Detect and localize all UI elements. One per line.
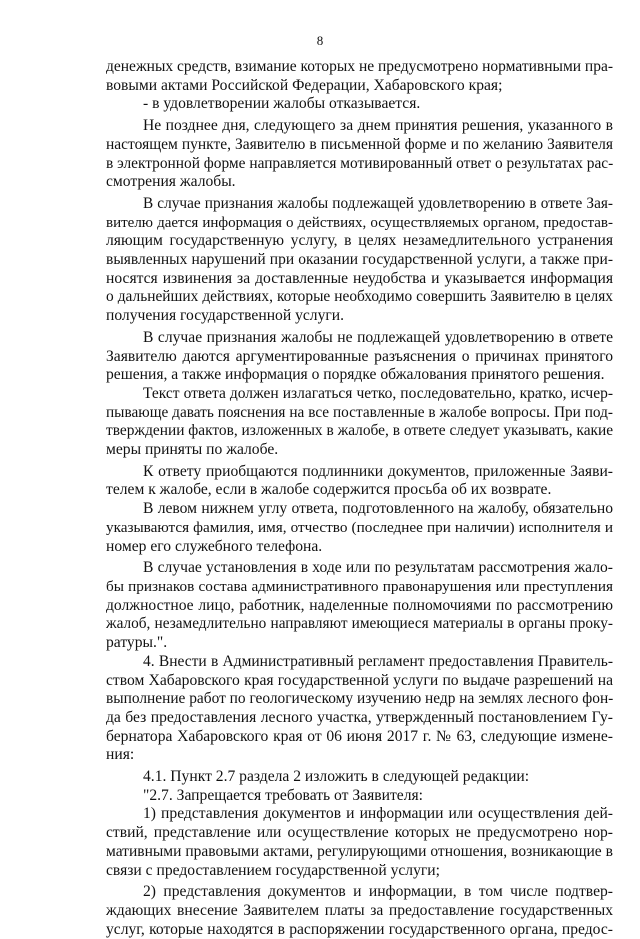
text-line: жалоб, незамедлительно направляют имеющиеся материалы в органы проку- bbox=[106, 615, 613, 633]
document-body bbox=[106, 58, 613, 939]
text-line: денежных средств, взимание которых не предусмотрено нормативными пра- bbox=[106, 58, 614, 75]
text-line: номер его служебного телефона. bbox=[106, 537, 323, 555]
text-line: указываются фамилия, имя, отчество (последнее при наличии) исполнителя и bbox=[106, 518, 613, 536]
text-line: выявленных нарушений при оказании государственной услуги, а также при- bbox=[106, 251, 613, 269]
text-line: вовыми актами Российской Федерации, Хабаровского края; bbox=[106, 76, 503, 94]
text-line: "2.7. Запрещается требовать от Заявителя: bbox=[143, 786, 423, 804]
text-line: 2) представления документов и информации, в том числе подтвер- bbox=[143, 883, 613, 901]
text-line: 4. Внести в Административный регламент предоставления Правитель- bbox=[143, 652, 613, 670]
text-line: бы признаков состава административного правонарушения или преступления bbox=[106, 577, 613, 595]
text-line: 1) представления документов и информации или осуществления дей- bbox=[143, 805, 613, 823]
text-line: выполнение работ по геологическому изучению недр на землях лесного фон- bbox=[106, 690, 614, 708]
text-line: смотрения жалобы. bbox=[106, 173, 236, 191]
text-line: пывающе давать пояснения на все поставленные в жалобе вопросы. При под- bbox=[106, 403, 613, 421]
text-line: вителю дается информация о действиях, осуществляемых органом, предостав- bbox=[106, 214, 613, 231]
text-line: получения государственной услуги. bbox=[106, 307, 345, 325]
text-line: мативными правовыми актами, регулирующими отношения, возникающие в bbox=[106, 842, 613, 860]
text-line: Текст ответа должен излагаться четко, последовательно, кратко, исчер- bbox=[143, 384, 613, 402]
text-line: В случае признания жалобы подлежащей удовлетворению в ответе Зая- bbox=[143, 194, 613, 212]
text-line: услуг, которые находятся в распоряжении государственного органа, предос- bbox=[106, 920, 613, 938]
text-line: В случае признания жалобы не подлежащей удовлетворению в ответе bbox=[143, 328, 613, 346]
text-line: ратуры.". bbox=[106, 634, 168, 652]
text-line: бернатора Хабаровского края от 06 июня 2017 г. № 63, следующие измене- bbox=[106, 727, 613, 745]
text-line: должностное лицо, работник, наделенные полномочиями по рассмотрению bbox=[106, 596, 613, 614]
text-line: ния: bbox=[106, 746, 135, 764]
page-number: 8 bbox=[316, 33, 324, 48]
text-line: о дальнейших действиях, которые необходимо совершить Заявителю в целях bbox=[106, 288, 613, 306]
text-line: ляющим государственную услугу, в целях незамедлительного устранения bbox=[106, 232, 613, 250]
text-line: настоящем пункте, Заявителю в письменной форме и по желанию Заявителя bbox=[106, 135, 613, 153]
text-line: связи с предоставлением государственной услуги; bbox=[106, 861, 440, 879]
text-line: тверждении фактов, изложенных в жалобе, в ответе следует указывать, какие bbox=[106, 422, 614, 440]
text-line: ствий, представление или осуществление которых не предусмотрено нор- bbox=[106, 824, 613, 842]
text-line: да без предоставления лесного участка, утвержденный постановлением Гу- bbox=[106, 708, 613, 726]
text-line: В случае установления в ходе или по результатам рассмотрения жало- bbox=[143, 559, 613, 577]
text-line: Заявителю даются аргументированные разъяснения о причинах принятого bbox=[106, 347, 613, 365]
text-line: решения, а также информация о порядке обжалования принятого решения. bbox=[106, 366, 605, 384]
text-line: ством Хабаровского края государственной услуги по выдаче разрешений на bbox=[106, 671, 613, 689]
text-line: В левом нижнем углу ответа, подготовленного на жалобу, обязательно bbox=[143, 500, 613, 518]
text-line: телем к жалобе, если в жалобе содержится просьба об их возврате. bbox=[106, 481, 552, 499]
text-line: К ответу приобщаются подлинники документов, приложенные Заяви- bbox=[143, 462, 613, 480]
text-line: 4.1. Пункт 2.7 раздела 2 изложить в следующей редакции: bbox=[143, 768, 530, 786]
text-line: меры приняты по жалобе. bbox=[106, 441, 279, 459]
text-line: Не позднее дня, следующего за днем принятия решения, указанного в bbox=[143, 117, 613, 135]
text-line: в электронной форме направляется мотивированный ответ о результатах рас- bbox=[106, 154, 614, 172]
text-line: - в удовлетворении жалобы отказывается. bbox=[143, 95, 421, 113]
text-line: ждающих внесение Заявителем платы за предоставление государственных bbox=[106, 901, 613, 919]
text-line: носятся извинения за доставленные неудобства и указывается информация bbox=[106, 269, 613, 287]
